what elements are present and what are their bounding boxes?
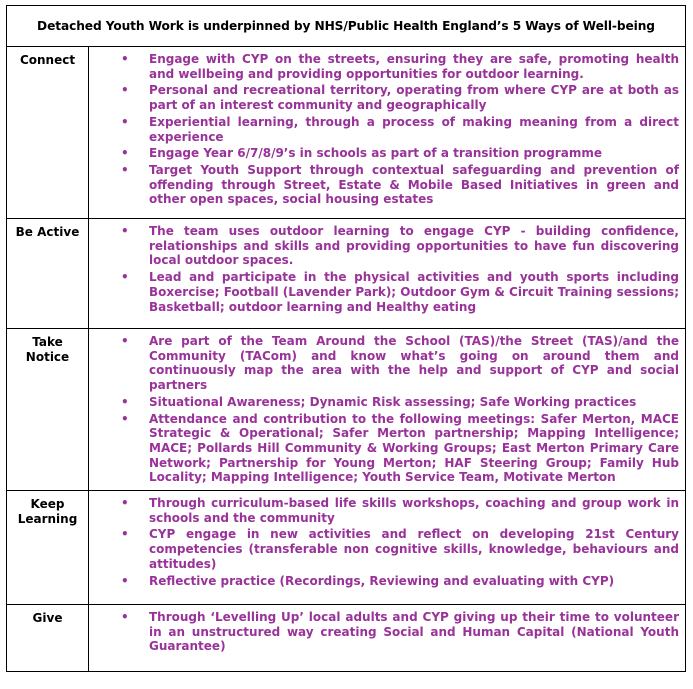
wellbeing-table-body — [7, 6, 686, 672]
way-content-cell — [89, 491, 686, 605]
list-item — [89, 412, 679, 486]
way-label-cell — [7, 605, 89, 672]
list-item-text: Reflective practice (Recordings, Reviewing and evaluating with CYP) — [149, 573, 615, 588]
wellbeing-table — [6, 5, 686, 672]
way-label: Be Active — [15, 225, 80, 239]
way-content-cell — [89, 219, 686, 329]
list-item-text: Engage with CYP on the streets, ensuring they are safe, promoting health and wellbeing and providing opportunities for outdoor learning. — [149, 52, 679, 81]
way-row — [7, 47, 686, 219]
bullet-icon: • — [121, 394, 129, 409]
list-item-text: Personal and recreational territory, operating from where CYP are at both as part of an interest community and geographically — [149, 83, 679, 113]
way-row — [7, 329, 686, 491]
bullet-icon: • — [121, 270, 129, 285]
bullet-list — [89, 496, 679, 588]
bullet-icon: • — [121, 411, 129, 426]
bullet-icon: • — [121, 334, 129, 348]
way-label-cell — [7, 47, 89, 219]
list-item-text: CYP engage in new activities and reflect on developing 21st Century competencies (transferable non cognitive skills, knowledge, behaviours and attitudes) — [149, 527, 679, 571]
way-content-cell — [89, 605, 686, 672]
list-item-text: Situational Awareness; Dynamic Risk assessing; Safe Working practices — [149, 394, 637, 409]
bullet-icon: • — [121, 527, 129, 542]
list-item — [89, 224, 679, 268]
way-label: Connect — [19, 53, 76, 67]
bullet-icon: • — [121, 162, 129, 177]
list-item — [89, 527, 679, 571]
bullet-list — [89, 334, 679, 485]
list-item-text: Through curriculum-based life skills workshops, coaching and group work in schools and the community — [149, 496, 679, 525]
list-item-text: Target Youth Support through contextual safeguarding and prevention of offending through Street, Estate & Mobile Based Initiatives in green and other open spaces, social housing estates — [149, 162, 679, 207]
bullet-icon: • — [121, 146, 129, 161]
list-item-text: Through ‘Levelling Up’ local adults and CYP giving up their time to volunteer in an unstructured way creating Social and Human Capital (National Youth Guarantee) — [149, 610, 679, 654]
bullet-list — [89, 52, 679, 207]
list-item-text: Experiential learning, through a process of making meaning from a direct experience — [149, 114, 679, 144]
list-item — [89, 83, 679, 112]
bullet-icon: • — [121, 114, 129, 129]
list-item — [89, 395, 679, 410]
bullet-list — [89, 224, 679, 314]
way-content-cell — [89, 329, 686, 491]
list-item — [89, 496, 679, 525]
bullet-list — [89, 610, 679, 654]
list-item — [89, 334, 679, 393]
list-item — [89, 574, 679, 589]
list-item-text: Engage Year 6/7/8/9’s in schools as part of a transition programme — [149, 146, 602, 161]
bullet-icon: • — [121, 496, 129, 511]
bullet-icon: • — [121, 83, 129, 98]
way-label-cell — [7, 329, 89, 491]
list-item-text: The team uses outdoor learning to engage CYP - building confidence, relationships and skills and providing opportunities to have fun discovering local outdoor spaces. — [149, 224, 679, 268]
bullet-icon: • — [121, 610, 129, 625]
list-item — [89, 115, 679, 144]
list-item — [89, 52, 679, 81]
bullet-icon: • — [121, 573, 129, 588]
way-content-cell — [89, 47, 686, 219]
title-row — [7, 6, 686, 47]
list-item-text: Attendance and contribution to the following meetings: Safer Merton, MACE Strategic & Operational; Safer Merton partnership; Mapping Intelligence; MACE; Pollards Hill Community & Working Groups; East Merton Primary Care Network; Partnership for Young Merton; HAF Steering Group; Family Hub Locality; Mapping Intelligence; Youth Service Team, Motivate Merton — [149, 411, 679, 485]
table-title: Detached Youth Work is underpinned by NHS/Public Health England’s 5 Ways of Well-being — [7, 6, 686, 47]
list-item-text: Lead and participate in the physical activities and youth sports including Boxercise; Football (Lavender Park); Outdoor Gym & Circuit Training sessions; Basketball; outdoor learning and Healthy eating — [149, 270, 679, 314]
list-item — [89, 270, 679, 314]
way-label-cell — [7, 219, 89, 329]
list-item-text: Are part of the Team Around the School (TAS)/the Street (TAS)/and the Community (TACom) and know what’s going on around them and continuously map the area with the help and support of CYP and social partners — [149, 334, 679, 393]
way-label: Give — [32, 611, 63, 626]
list-item — [89, 146, 679, 161]
way-row — [7, 605, 686, 672]
way-label: Keep Learning — [17, 497, 78, 527]
bullet-icon: • — [121, 52, 129, 66]
way-label-cell — [7, 491, 89, 605]
way-row — [7, 491, 686, 605]
bullet-icon: • — [121, 224, 129, 238]
way-label: Take Notice — [25, 335, 70, 364]
way-row — [7, 219, 686, 329]
list-item — [89, 163, 679, 207]
list-item — [89, 610, 679, 654]
